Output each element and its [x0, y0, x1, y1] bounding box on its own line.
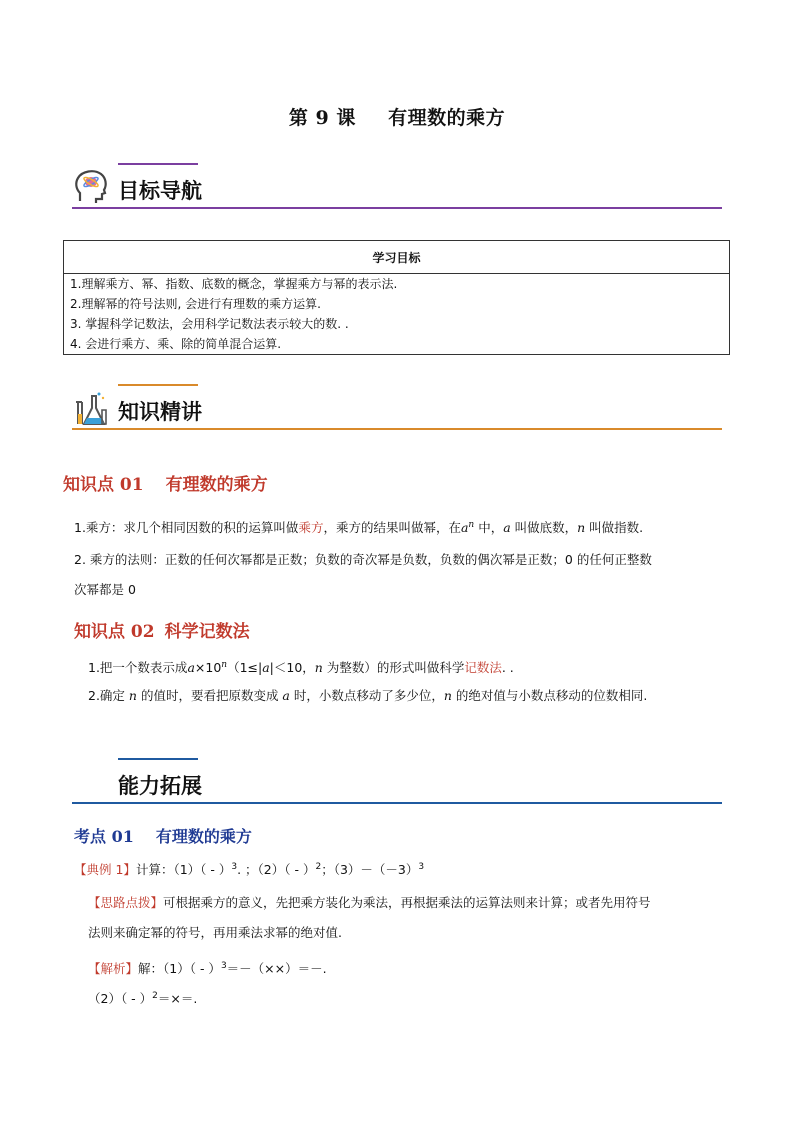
math-exp: 2 [315, 861, 322, 872]
topic-1-title [74, 824, 252, 847]
math-var: a [503, 520, 511, 536]
section-label: 能力拓展 [118, 774, 202, 798]
math-var: n [128, 688, 137, 703]
text: 为整数）的形式叫做科学 [322, 660, 465, 676]
text: （1≤| [227, 660, 263, 676]
lab-flask-icon [72, 388, 112, 428]
example-tag: 【典例 1】 [74, 862, 136, 877]
text-line: 法则来确定幂的符号，再用乘法求幂的绝对值. [88, 925, 342, 940]
text-line: 次幂都是 0 [74, 582, 136, 597]
text: 解：（1）（ - ） [138, 961, 221, 977]
section-top-line [118, 163, 198, 165]
goal-1: 1.理解乘方、幂、指数、底数的概念，掌握乘方与幂的表示法. [64, 274, 730, 295]
math-var: a [460, 520, 469, 536]
text: 计算：（1）（ - ） [135, 862, 232, 877]
math-var: a [187, 660, 195, 676]
section-bottom-line [72, 802, 722, 804]
text: 时，小数点移动了多少位， [289, 688, 444, 703]
text: . . [501, 660, 514, 676]
kp2-paragraph-2 [88, 681, 738, 711]
section-bottom-line [72, 207, 722, 209]
section-label: 目标导航 [118, 179, 202, 203]
section-bottom-line [72, 428, 722, 430]
text: 中， [474, 520, 504, 536]
math-exp: 3 [220, 961, 227, 971]
kp-label: 知识点 01 [63, 475, 144, 495]
text: 的值时，要看把原数变成 [136, 688, 283, 703]
table-header: 学习目标 [64, 241, 730, 274]
kp-name: 有理数的乘方 [165, 475, 268, 495]
math-exp: 2 [152, 991, 158, 1001]
highlight-text: 记数法 [464, 660, 502, 676]
text: 2.确定 [88, 688, 129, 703]
example-1-question [74, 860, 734, 878]
table-header-row [64, 241, 730, 274]
table-row [64, 314, 730, 334]
goal-4: 4. 会进行乘方、乘、除的简单混合运算. [64, 334, 730, 355]
text: 叫做底数， [510, 520, 578, 536]
math-exp: n [221, 660, 228, 670]
learning-goals-table [63, 240, 730, 355]
section-extension [72, 758, 722, 818]
hint-tag: 【思路点拨】 [88, 895, 164, 910]
lesson-number: 第 9 课 [288, 107, 356, 129]
text: 的绝对值与小数点移动的位数相同. [451, 688, 648, 703]
section-knowledge [72, 384, 722, 444]
knowledge-point-1-title [63, 470, 268, 495]
kp1-paragraph-2 [74, 545, 734, 605]
kp-label: 知识点 02 [74, 622, 155, 642]
table-row [64, 274, 730, 295]
text: （2）（ - ） [88, 991, 153, 1007]
text: ，乘方的结果叫做幂，在 [323, 520, 461, 536]
goal-2: 2.理解幂的符号法则, 会进行有理数的乘方运算. [64, 294, 730, 314]
text: 1.把一个数表示成 [88, 660, 188, 676]
example-1-hint [88, 888, 738, 948]
math-var: a [262, 660, 270, 676]
text: 叫做指数. [585, 520, 644, 536]
section-top-line [118, 758, 198, 760]
example-1-solution [88, 951, 738, 984]
table-row [64, 294, 730, 314]
highlight-text: 乘方 [298, 520, 324, 536]
math-var: a [282, 688, 290, 703]
text: ＝×＝. [157, 991, 198, 1007]
math-exp: n [468, 520, 475, 530]
lesson-name: 有理数的乘方 [388, 107, 506, 129]
text: |＜10， [269, 660, 315, 676]
kp-name: 科学记数法 [164, 622, 250, 642]
head-brain-icon [72, 167, 112, 207]
goal-3: 3. 掌握科学记数法，会用科学记数法表示较大的数. . [64, 314, 730, 334]
text: ＝－（××）＝－. [226, 961, 327, 977]
kp1-paragraph-1 [74, 510, 734, 543]
section-label: 知识精讲 [118, 400, 202, 424]
math-exp: 3 [231, 861, 238, 872]
topic-name: 有理数的乘方 [155, 827, 252, 846]
text: ；（3）－（－3） [321, 862, 419, 877]
kp2-paragraph-1 [88, 650, 738, 683]
math-var: n [314, 660, 323, 676]
math-exp: 3 [418, 861, 425, 872]
table-row [64, 334, 730, 355]
text: 可根据乘方的意义，先把乘方装化为乘法，再根据乘法的运算法则来计算；或者先用符号 [163, 895, 651, 910]
section-goals-nav [72, 163, 722, 223]
page-title [0, 103, 794, 130]
math-var: n [443, 688, 452, 703]
knowledge-point-2-title [74, 617, 250, 642]
solution-tag: 【解析】 [88, 961, 139, 977]
section-top-line [118, 384, 198, 386]
text: . ；（2）（ - ） [237, 862, 316, 877]
topic-label: 考点 01 [74, 827, 134, 846]
text: ×10 [194, 660, 222, 676]
text-line: 2. 乘方的法则：正数的任何次幂都是正数；负数的奇次幂是负数，负数的偶次幂是正数；0 的任何正整数 [74, 552, 652, 567]
text: 1.乘方：求几个相同因数的积的运算叫做 [74, 520, 299, 536]
example-1-solution-2 [88, 981, 738, 1014]
math-var: n [577, 520, 586, 536]
